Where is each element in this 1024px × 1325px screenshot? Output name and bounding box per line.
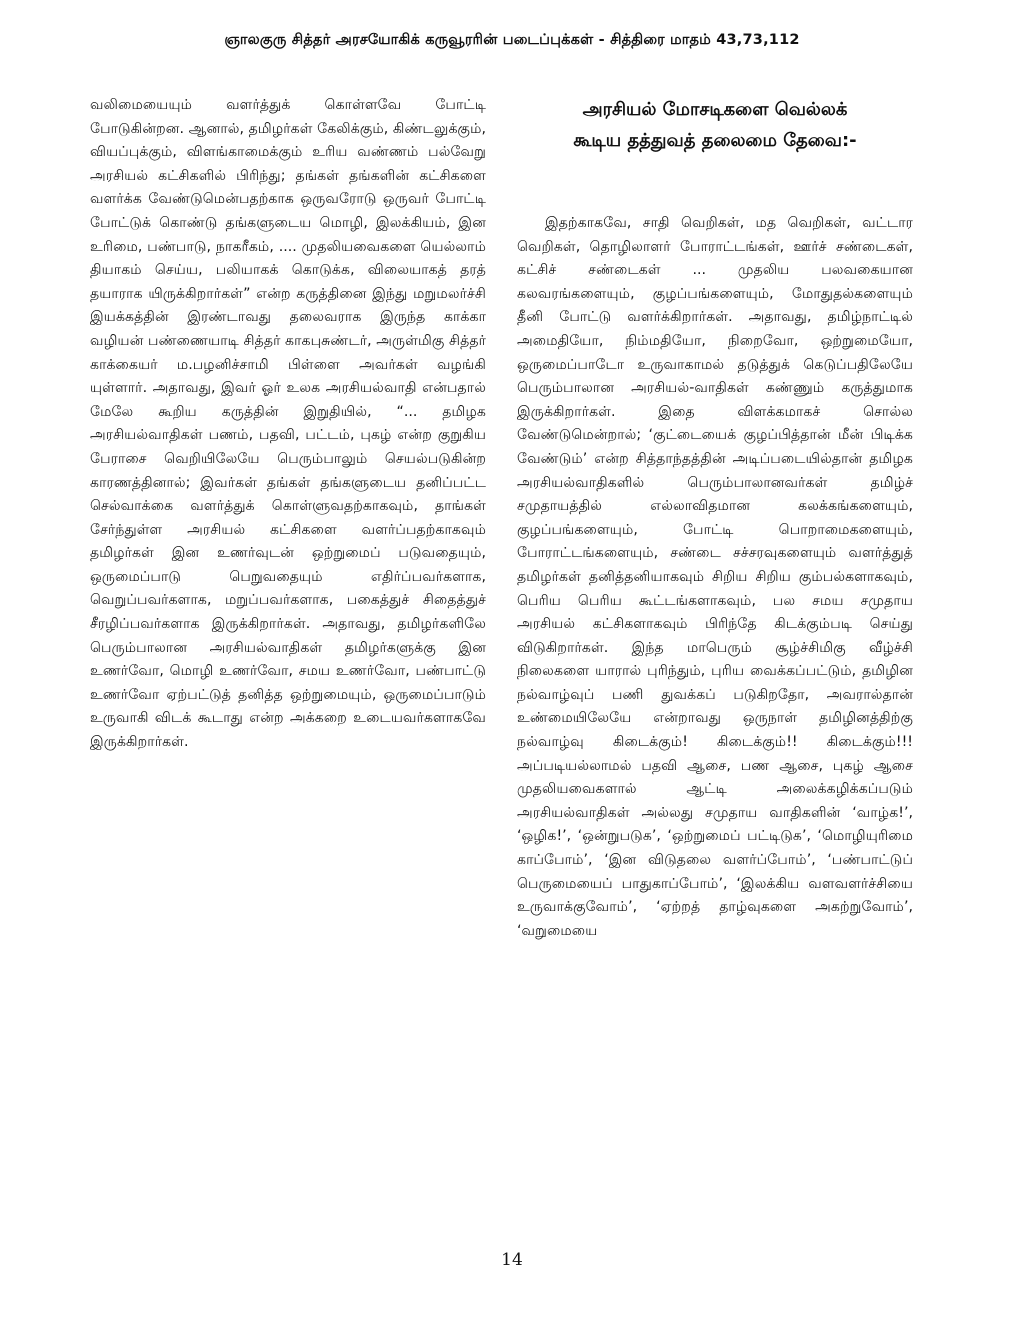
left-column (90, 94, 486, 755)
left-paragraph-1: வலிமையையும் வளர்த்துக் கொள்ளவே போட்டி போடுகின்றன. ஆனால், தமிழர்கள் கேலிக்கும், கிண்டலுக்கும், வியப்புக்கும், விளங்காமைக்கும் உரிய வண்ணம் பல்வேறு அரசியல் கட்சிகளில் பிரிந்து; தங்கள் தங்களின் கட்சிகளை வளர்க்க வேண்டுமென்பதற்காக ஒருவரோடு ஒருவர் போட்டி போட்டுக் கொண்டு தங்களுடைய மொழி, இலக்கியம், இன உரிமை, பண்பாடு, நாகரீகம், .... முதலியவைகளை யெல்லாம் தியாகம் செய்ய, பலியாகக் கொடுக்க, விலையாகத் தரத் தயாராக யிருக்கிறார்கள்” என்ற கருத்தினை இந்து மறுமலர்ச்சி இயக்கத்தின் இரண்டாவது தலைவராக இருந்த காக்கா வழியன் பண்ணையாடி சித்தர் காகபுசுண்டர், அருள்மிகு சித்தர் காக்கையர் ம.பழனிச்சாமி பிள்ளை அவர்கள் வழங்கி யுள்ளார். அதாவது, இவர் ஓர் உலக அரசியல்வாதி என்பதால் மேலே கூறிய கருத்தின் இறுதியில், “... தமிழக அரசியல்வாதிகள் பணம், பதவி, பட்டம், புகழ் என்ற குறுகிய பேராசை வெறியிலேயே பெரும்பாலும் செயல்படுகின்ற காரணத்தினால்; இவர்கள் தங்கள் தங்களுடைய தனிப்பட்ட செல்வாக்கை வளர்த்துக் கொள்ளுவதற்காகவும், தாங்கள் சேர்ந்துள்ள அரசியல் கட்சிகளை வளர்ப்பதற்காகவும் தமிழர்கள் இன உணர்வுடன் ஒற்றுமைப் படுவதையும், ஒருமைப்பாடு பெறுவதையும் எதிர்ப்பவர்களாக, வெறுப்பவர்களாக, மறுப்பவர்களாக, பகைத்துச் சிதைத்துச் சீரழிப்பவர்களாக இருக்கிறார்கள். அதாவது, தமிழர்களிலே பெரும்பாலான அரசியல்வாதிகள் தமிழர்களுக்கு இன உணர்வோ, மொழி உணர்வோ, சமய உணர்வோ, பண்பாட்டு உணர்வோ ஏற்பட்டுத் தனித்த ஒற்றுமையும், ஒருமைப்பாடும் உருவாகி விடக் கூடாது என்ற அக்கறை உடையவர்களாகவே இருக்கிறார்கள். (90, 97, 486, 751)
right-paragraph-1: இதற்காகவே, சாதி வெறிகள், மத வெறிகள், வட்டார வெறிகள், தொழிலாளர் போராட்டங்கள், ஊர்ச் சண்டைகள், கட்சிச் சண்டைகள் ... முதலிய பலவகையான கலவரங்களையும், குழப்பங்களையும், மோதுதல்களையும் தீனி போட்டு வளர்க்கிறார்கள். அதாவது, தமிழ்நாட்டில் அமைதியோ, நிம்மதியோ, நிறைவோ, ஒற்றுமையோ, ஒருமைப்பாடோ உருவாகாமல் தடுத்துக் கெடுப்பதிலேயே பெரும்பாலான அரசியல்-வாதிகள் கண்ணும் கருத்துமாக இருக்கிறார்கள். இதை விளக்கமாகச் சொல்ல வேண்டுமென்றால்; ‘குட்டையைக் குழப்பித்தான் மீன் பிடிக்க வேண்டும்’ என்ற சித்தாந்தத்தின் அடிப்படையில்தான் தமிழக அரசியல்வாதிகளில் பெரும்பாலானவர்கள் தமிழ்ச் சமுதாயத்தில் எல்லாவிதமான கலக்கங்களையும், குழப்பங்களையும், போட்டி பொறாமைகளையும், போராட்டங்களையும், சண்டை சச்சரவுகளையும் வளர்த்துத் தமிழர்கள் தனித்தனியாகவும் சிறிய சிறிய கும்பல்களாகவும், பெரிய பெரிய கூட்டங்களாகவும், பல சமய சமுதாய அரசியல் கட்சிகளாகவும் பிரிந்தே கிடக்கும்படி செய்து விடுகிறார்கள். இந்த மாபெரும் சூழ்ச்சிமிகு வீழ்ச்சி நிலைகளை யாரால் புரிந்தும், புரிய வைக்கப்பட்டும், தமிழின நல்வாழ்வுப் பணி துவக்கப் படுகிறதோ, அவரால்தான் உண்மையிலேயே என்றாவது ஒருநாள் தமிழினத்திற்கு நல்வாழ்வு கிடைக்கும்! கிடைக்கும்!! கிடைக்கும்!!! அப்படியல்லாமல் பதவி ஆசை, பண ஆசை, புகழ் ஆசை முதலியவைகளால் ஆட்டி அலைக்கழிக்கப்படும் அரசியல்வாதிகள் அல்லது சமுதாய வாதிகளின் ‘வாழ்க!’, ‘ஒழிக!’, ‘ஒன்றுபடுக’, ‘ஒற்றுமைப் பட்டிடுக’, ‘மொழியுரிமை காப்போம்’, ‘இன விடுதலை வளர்ப்போம்’, ‘பண்பாட்டுப் பெருமையைப் பாதுகாப்போம்’, ‘இலக்கிய வளவளர்ச்சியை உருவாக்குவோம்’, ‘ஏற்றத் தாழ்வுகளை அகற்றுவோம்’, ‘வறுமையை (517, 215, 913, 939)
section-heading-line-1: அரசியல் மோசடிகளை வெல்லக் (582, 99, 848, 120)
section-heading-line-2: கூடிய தத்துவத் தலைமை தேவை:- (573, 130, 857, 151)
running-header: ஞாலகுரு சித்தர் அரசயோகிக் கருவூரரின் படைப்புக்கள் - சித்திரை மாதம் 43,73,112 (224, 32, 800, 48)
right-column (517, 94, 913, 943)
page-number: 14 (501, 1250, 523, 1270)
section-heading (517, 94, 913, 156)
